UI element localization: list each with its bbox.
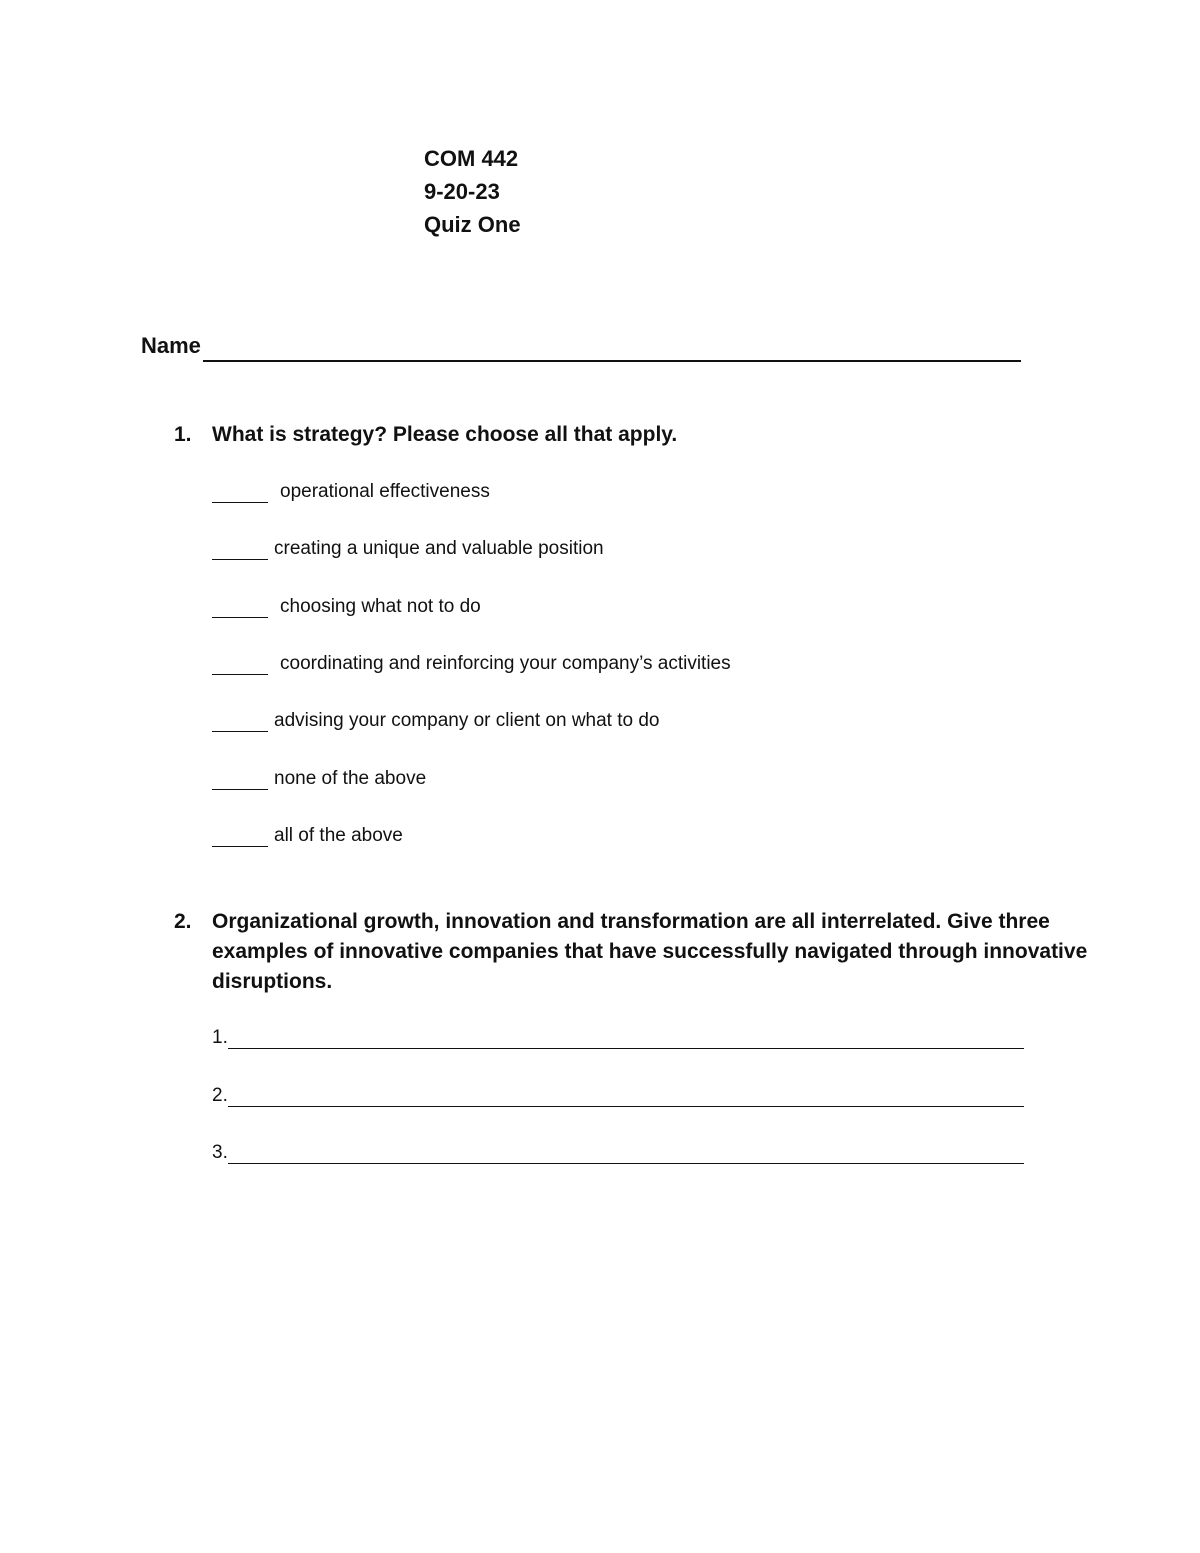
option-row [212, 478, 490, 506]
answer-blank-line[interactable] [228, 1084, 1024, 1107]
option-label: operational effectiveness [280, 481, 490, 502]
question-1-text: What is strategy? Please choose all that apply. [212, 423, 678, 446]
option-blank[interactable] [212, 595, 268, 618]
quiz-title: Quiz One [424, 212, 521, 237]
name-blank-line[interactable] [203, 334, 1021, 362]
option-blank[interactable] [212, 824, 268, 847]
option-row [212, 707, 660, 735]
answer-row [212, 1082, 1024, 1110]
question-1-number: 1. [174, 423, 192, 446]
answer-row [212, 1024, 1024, 1052]
option-row [212, 765, 426, 793]
option-label: all of the above [274, 825, 403, 846]
answer-number: 1. [212, 1027, 228, 1048]
option-label: creating a unique and valuable position [274, 538, 604, 559]
name-label: Name [141, 333, 201, 358]
quiz-date: 9-20-23 [424, 179, 500, 204]
answer-row [212, 1139, 1024, 1167]
answer-number: 3. [212, 1142, 228, 1163]
option-blank[interactable] [212, 537, 268, 560]
option-row [212, 535, 604, 563]
question-2-text: Organizational growth, innovation and transformation are all interrelated. Give three examples of innovative companies that have successfully navigated through innovative disruptions. [212, 910, 1088, 993]
option-row [212, 650, 731, 678]
option-row [212, 593, 481, 621]
answer-blank-line[interactable] [228, 1141, 1024, 1164]
question-2-number: 2. [174, 910, 192, 933]
option-row [212, 822, 403, 850]
option-blank[interactable] [212, 709, 268, 732]
option-label: choosing what not to do [280, 596, 481, 617]
option-blank[interactable] [212, 767, 268, 790]
option-blank[interactable] [212, 652, 268, 675]
option-label: none of the above [274, 768, 427, 789]
option-blank[interactable] [212, 480, 268, 503]
answer-blank-line[interactable] [228, 1026, 1024, 1049]
option-label: coordinating and reinforcing your company’s activities [280, 653, 731, 674]
option-label: advising your company or client on what to do [274, 710, 660, 731]
name-field-row [141, 330, 1021, 362]
course-code: COM 442 [424, 146, 519, 171]
answer-number: 2. [212, 1085, 228, 1106]
